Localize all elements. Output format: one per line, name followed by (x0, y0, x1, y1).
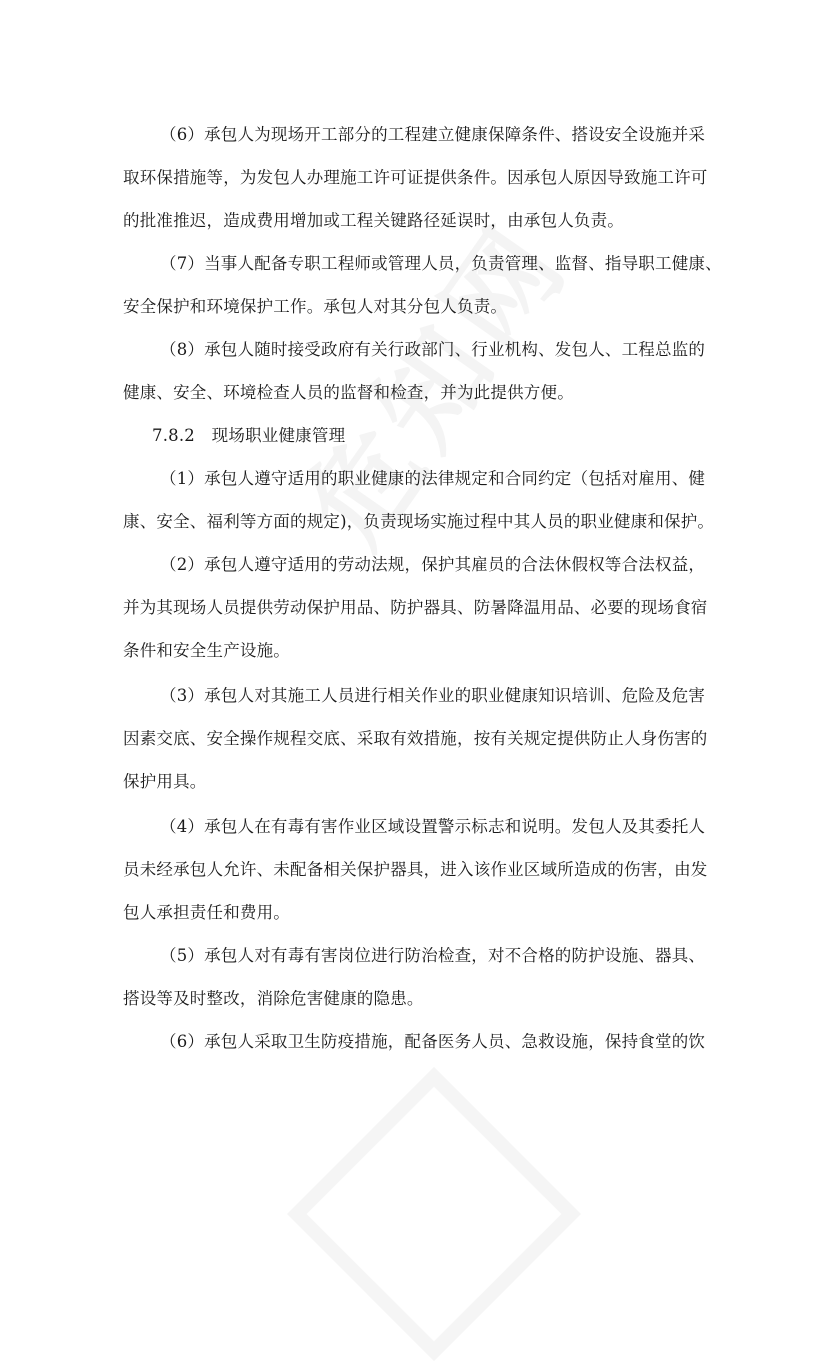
paragraph-line: （8）承包人随时接受政府有关行政部门、行业机构、发包人、工程总监的 (160, 340, 706, 359)
paragraph-line: （1）承包人遵守适用的职业健康的法律规定和合同约定（包括对雇用、健 (160, 469, 706, 488)
paragraph-line: 因素交底、安全操作规程交底、采取有效措施，按有关规定提供防止人身伤害的 (123, 729, 708, 748)
paragraph-line: （6）承包人为现场开工部分的工程建立健康保障条件、搭设安全设施并采 (160, 125, 706, 144)
paragraph-line: （5）承包人对有毒有害岗位进行防治检查，对不合格的防护设施、器具、 (160, 946, 706, 965)
paragraph-line: 安全保护和环境保护工作。承包人对其分包人负责。 (123, 297, 508, 316)
paragraph-line: 取环保措施等，为发包人办理施工许可证提供条件。因承包人原因导致施工许可 (123, 168, 708, 187)
paragraph-line: 保护用具。 (123, 772, 207, 791)
section-heading: 7.8.2 现场职业健康管理 (152, 426, 346, 445)
paragraph-line: 搭设等及时整改，消除危害健康的隐患。 (123, 989, 424, 1008)
paragraph-line: （6）承包人采取卫生防疫措施，配备医务人员、急救设施，保持食堂的饮 (160, 1032, 706, 1051)
paragraph-line: 健康、安全、环境检查人员的监督和检查，并为此提供方便。 (123, 383, 574, 402)
paragraph-line: 的批准推迟，造成费用增加或工程关键路径延误时，由承包人负责。 (123, 211, 624, 230)
watermark-frame (287, 1067, 581, 1361)
paragraph-line: 并为其现场人员提供劳动保护用品、防护器具、防暑降温用品、必要的现场食宿 (123, 598, 708, 617)
paragraph-line: 员未经承包人允许、未配备相关保护器具，进入该作业区域所造成的伤害，由发 (123, 860, 708, 879)
paragraph-line: 包人承担责任和费用。 (123, 903, 290, 922)
paragraph-line: （3）承包人对其施工人员进行相关作业的职业健康知识培训、危险及危害 (160, 686, 706, 705)
paragraph-line: （7）当事人配备专职工程师或管理人员，负责管理、监督、指导职工健康、 (160, 254, 722, 273)
paragraph-line: （4）承包人在有毒有害作业区域设置警示标志和说明。发包人及其委托人 (160, 817, 706, 836)
paragraph-line: 康、安全、福利等方面的规定)，负责现场实施过程中其人员的职业健康和保护。 (123, 512, 715, 531)
paragraph-line: （2）承包人遵守适用的劳动法规，保护其雇员的合法休假权等合法权益， (160, 555, 706, 574)
paragraph-line: 条件和安全生产设施。 (123, 641, 290, 660)
